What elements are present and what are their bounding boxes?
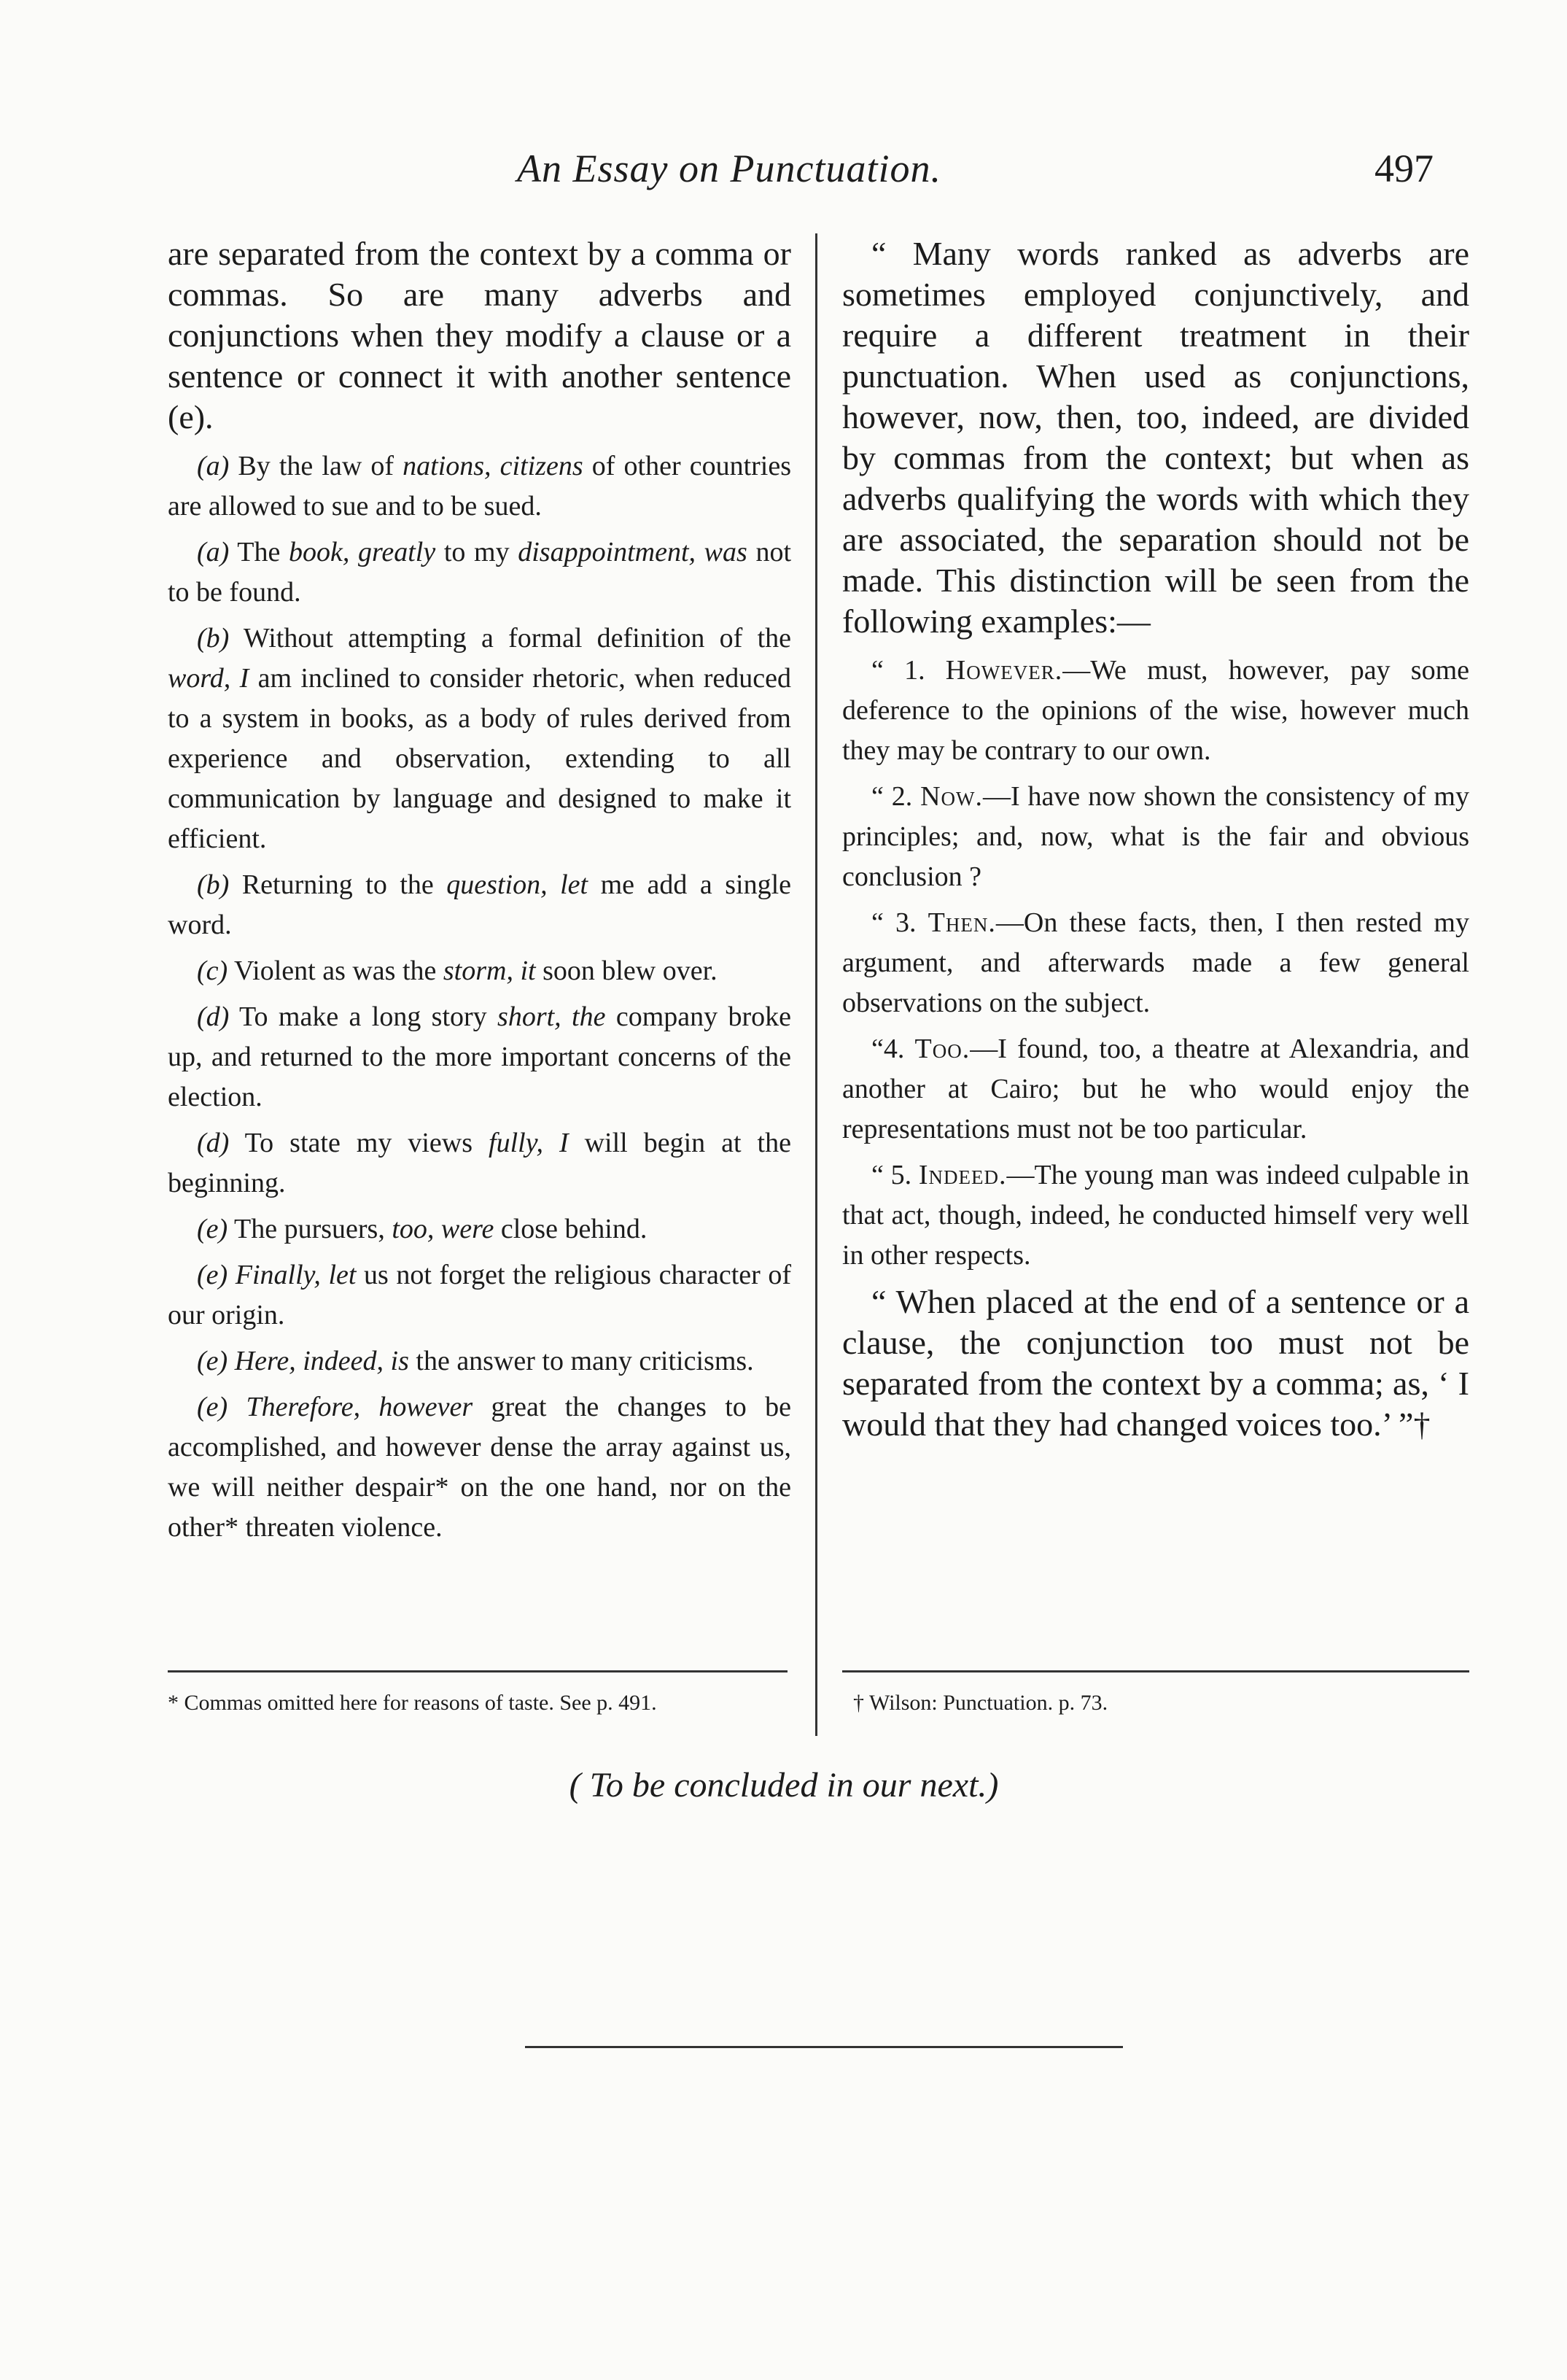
left-example-1	[168, 532, 791, 613]
example-mark: (e)	[197, 1346, 228, 1376]
running-header: An Essay on Punctuation.	[517, 147, 941, 190]
example-post: us not forget the religious character of our origin.	[168, 1260, 792, 1330]
example-mark: (e)	[197, 1260, 228, 1290]
item-number: “ 5.	[871, 1160, 919, 1190]
right-intro-quote: “ Many words ranked as adverbs are sometimes employed conjunctively, and require a different treatment in their punctuation. When used as conjunctions, however, now, then, too, indeed, are divided by commas from the context; but when as adverbs qualifying the words with which they are associated, the separation should not be made. This distinction will be seen from the following examples:—	[842, 235, 1469, 640]
example-pre: To make a long story	[229, 1001, 498, 1032]
continuation-note: ( To be concluded in our next.)	[569, 1766, 999, 1805]
page-number: 497	[1374, 147, 1434, 190]
example-it2: disappointment, was	[518, 537, 747, 567]
left-column	[168, 233, 791, 1554]
example-mark: (a)	[197, 537, 230, 567]
right-footnote: † Wilson: Punctuation. p. 73.	[853, 1691, 1108, 1715]
item-heading: Now.	[920, 781, 984, 812]
left-example-9	[168, 1341, 791, 1381]
left-example-8	[168, 1255, 791, 1336]
left-example-3	[168, 865, 791, 945]
example-post: great the changes to be accomplished, and however dense the array against us, we will neither despair* on the one hand, nor on the other* threaten violence.	[168, 1392, 792, 1543]
example-mark: (c)	[197, 956, 228, 986]
example-it1: question, let	[446, 869, 588, 900]
right-example-0	[842, 651, 1469, 771]
example-pre: The pursuers,	[228, 1214, 392, 1244]
left-example-10	[168, 1387, 791, 1548]
example-mark: (a)	[197, 451, 230, 481]
example-it1: Therefore, however	[246, 1392, 473, 1422]
example-mark: (d)	[197, 1001, 230, 1032]
column-divider	[815, 233, 817, 1736]
left-example-4	[168, 951, 791, 991]
example-pre: The	[229, 537, 289, 567]
left-example-7	[168, 1209, 791, 1249]
item-number: “ 3.	[871, 907, 928, 938]
right-footnote-rule	[842, 1670, 1469, 1672]
example-post: not to be found.	[168, 537, 791, 608]
right-closing-quote: “ When placed at the end of a sentence or a clause, the conjunction too must not be separated from the context by a comma; as, ‘ I would that they had changed voices too.’ ”†	[842, 1283, 1469, 1443]
item-text: —The young man was indeed culpable in that act, though, indeed, he conducted himself very well in other respects.	[842, 1160, 1469, 1271]
example-pre	[228, 1346, 235, 1376]
example-it1: Here, indeed, is	[234, 1346, 409, 1376]
item-number: “ 2.	[871, 781, 921, 812]
example-it1: storm, it	[443, 956, 536, 986]
item-text: —I found, too, a theatre at Alexandria, and another at Cairo; but he who would enjoy the representations must not be too particular.	[842, 1034, 1469, 1144]
item-text: —On these facts, then, I then rested my argument, and afterwards made a few general observations on the subject.	[842, 907, 1469, 1018]
example-pre: Violent as was the	[228, 956, 443, 986]
example-it1: Finally, let	[235, 1260, 357, 1290]
left-example-0	[168, 446, 791, 527]
right-example-1	[842, 777, 1469, 897]
item-heading: Then.	[928, 907, 996, 938]
example-pre: Returning to the	[229, 869, 447, 900]
left-examples-list	[168, 446, 791, 1548]
example-it1: short, the	[497, 1001, 606, 1032]
example-mark: (e)	[197, 1392, 228, 1422]
item-text: —We must, however, pay some deference to the opinions of the wise, however much they may be contrary to our own.	[842, 655, 1469, 766]
left-footnote: * Commas omitted here for reasons of taste. See p. 491.	[168, 1691, 657, 1715]
example-it1: too, were	[392, 1214, 494, 1244]
example-post: of other countries are allowed to sue and to be sued.	[168, 451, 792, 522]
example-pre	[228, 1260, 236, 1290]
left-example-2	[168, 619, 791, 859]
item-heading: Indeed.	[918, 1160, 1007, 1190]
example-post: soon blew over.	[535, 956, 718, 986]
left-example-6	[168, 1123, 791, 1203]
example-mark: (b)	[197, 869, 230, 900]
example-pre: Without attempting a formal definition of the	[229, 623, 791, 654]
example-pre	[228, 1392, 246, 1422]
example-post: company broke up, and returned to the more important concerns of the election.	[168, 1001, 791, 1112]
example-pre: By the law of	[229, 451, 403, 481]
example-it1: word, I	[168, 663, 249, 694]
example-mark: (e)	[197, 1214, 228, 1244]
left-example-5	[168, 997, 791, 1117]
item-number: “ 1.	[871, 655, 946, 686]
left-footnote-rule	[168, 1670, 788, 1672]
right-examples-list	[842, 651, 1469, 1276]
example-it1: book, greatly	[288, 537, 436, 567]
example-mark: (d)	[197, 1128, 230, 1158]
example-it1: nations, citizens	[403, 451, 583, 481]
example-mid: to my	[435, 537, 518, 567]
item-heading: However.	[945, 655, 1063, 686]
example-mark: (b)	[197, 623, 230, 654]
example-pre: To state my views	[229, 1128, 489, 1158]
right-example-4	[842, 1155, 1469, 1276]
left-intro-paragraph: are separated from the context by a comma or commas. So are many adverbs and conjunctions when they modify a clause or a sentence or connect it with another sentence (e).	[168, 235, 791, 435]
example-post: close behind.	[494, 1214, 648, 1244]
example-post: the answer to many criticisms.	[408, 1346, 754, 1376]
item-heading: Too.	[914, 1034, 971, 1064]
example-post: am inclined to consider rhetoric, when reduced to a system in books, as a body of rules derived from experience and observation, extending to all communication by language and designed to make it efficient.	[168, 663, 791, 854]
example-post: me add a single word.	[168, 869, 791, 940]
item-number: “4.	[871, 1034, 915, 1064]
right-example-3	[842, 1029, 1469, 1150]
right-column	[842, 233, 1469, 1454]
example-it1: fully, I	[489, 1128, 569, 1158]
example-post: will begin at the beginning.	[168, 1128, 791, 1198]
item-text: —I have now shown the consistency of my principles; and, now, what is the fair and obvious conclusion ?	[842, 781, 1469, 892]
bottom-rule	[525, 2046, 1123, 2048]
right-example-2	[842, 903, 1469, 1023]
